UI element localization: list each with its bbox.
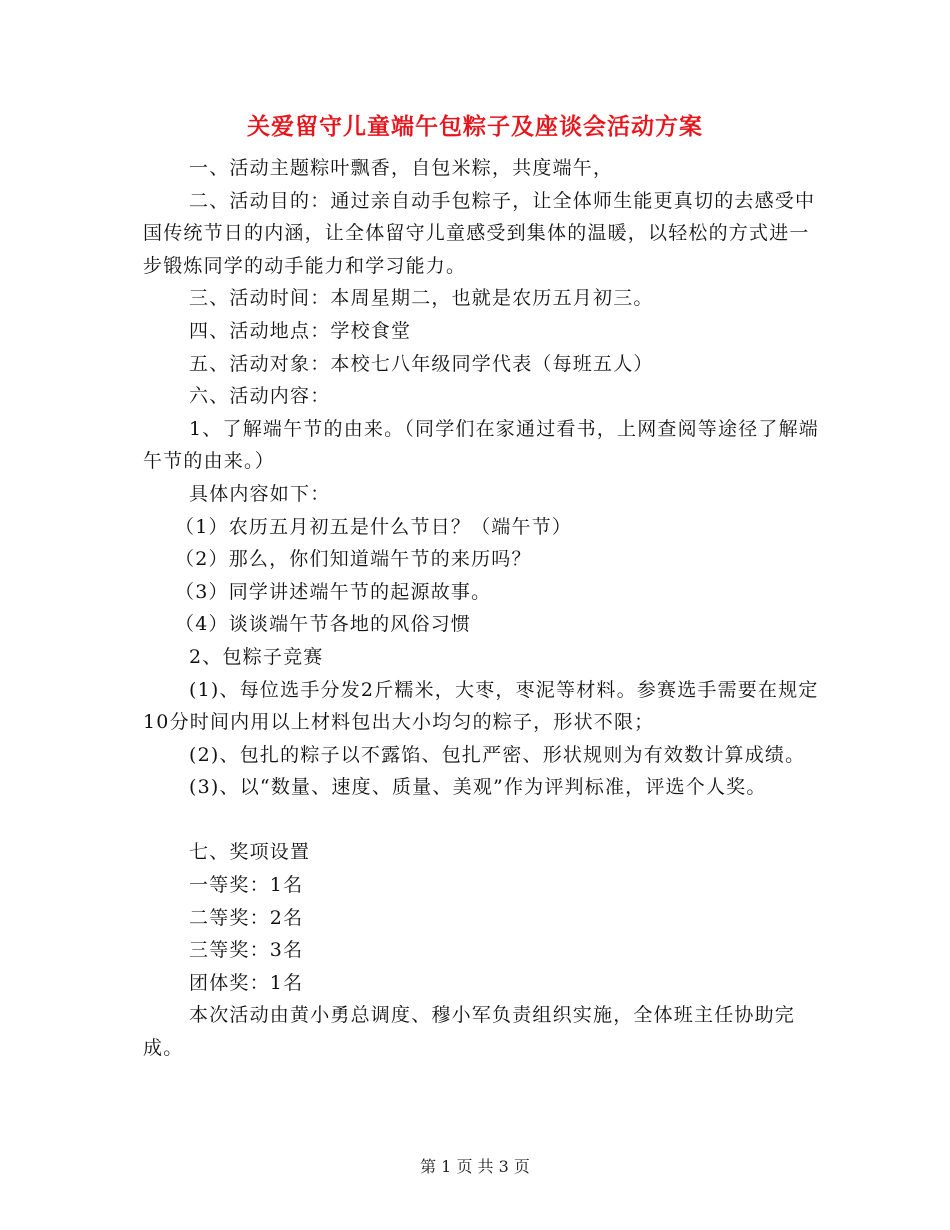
award-third: 三等奖：3名 [189,939,304,962]
list-item-question-2: （2）那么，你们知道端午节的来历吗？ [175,548,532,571]
paragraph-details-heading: 具体内容如下： [189,482,331,505]
document-title: 关爱留守儿童端午包粽子及座谈会活动方案 [247,114,703,140]
list-item-question-3: （3）同学讲述端午节的起源故事。 [175,580,492,603]
paragraph-rule-1: (1)、每位选手分发2斤糯米，大枣，枣泥等材料。参赛选手需要在规定10分时间内用以上材料包出大小均匀的粽子，形状不限； [143,678,819,734]
paragraph-organizers: 本次活动由黄小勇总调度、穆小军负责组织实施，全体班主任协助完成。 [143,1004,796,1060]
paragraph-purpose: 二、活动目的：通过亲自动手包粽子，让全体师生能更真切的去感受中国传统节日的内涵，让全体留守儿童感受到集体的温暖，以轻松的方式进一步锻炼同学的动手能力和学习能力。 [143,189,816,277]
spacer [143,804,823,837]
paragraph-competition-heading: 2、包粽子竞赛 [189,645,324,668]
list-item-question-4: （4）谈谈端午节各地的风俗习惯 [175,613,472,636]
paragraph-location: 四、活动地点：学校食堂 [189,319,412,342]
paragraph-theme: 一、活动主题粽叶飘香，自包米粽，共度端午， [189,157,614,179]
document-body [143,152,823,1065]
paragraph-time: 三、活动时间：本周星期二，也就是农历五月初三。 [189,287,654,310]
paragraph-awards-heading: 七、奖项设置 [189,841,311,864]
paragraph-participants: 五、活动对象：本校七八年级同学代表（每班五人） [189,352,654,375]
award-first: 一等奖：1名 [189,874,304,897]
award-team: 团体奖：1名 [189,971,304,994]
paragraph-content-heading: 六、活动内容： [189,385,331,408]
paragraph-rule-2: (2)、包扎的粽子以不露馅、包扎严密、形状规则为有效数计算成绩。 [189,743,806,766]
page-number: 第 1 页 共 3 页 [420,1157,530,1176]
paragraph-rule-3: (3)、以“数量、速度、质量、美观”作为评判标准，评选个人奖。 [189,776,767,799]
award-second: 二等奖：2名 [189,906,304,929]
list-item-question-1: （1）农历五月初五是什么节日？（端午节） [175,515,573,538]
paragraph-origin: 1、了解端午节的由来。（同学们在家通过看书，上网查阅等途径了解端午节的由来。） [143,417,819,473]
